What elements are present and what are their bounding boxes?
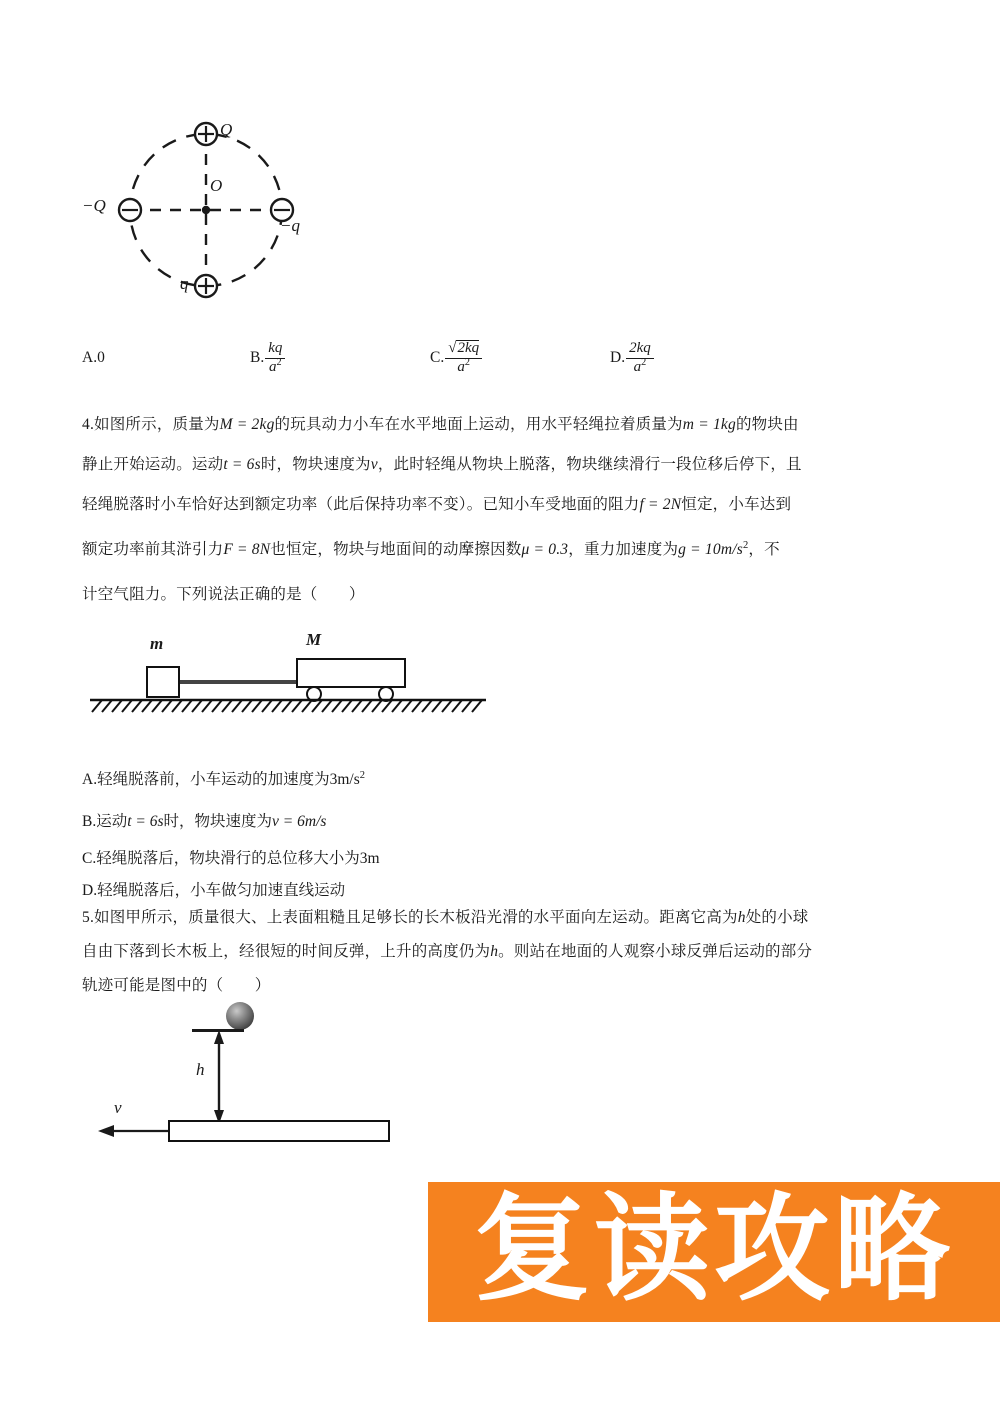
option-b-denominator: a [269, 358, 277, 375]
velocity-label-v: v [114, 1098, 122, 1117]
q5-l1-pre: 5.如图甲所示，质量很大、上表面粗糙且足够长的长木板沿光滑的水平面向左运动。距离它高为 [82, 909, 738, 926]
q4-l1-mass-M: M = 2kg [219, 416, 275, 433]
q5-l2-post: 。则站在地面的人观察小球反弹后运动的部分 [498, 943, 813, 960]
charge-label-top: Q [220, 120, 233, 139]
q4-l3-pre: 轻绳脱落时小车恰好达到额定功率（此后保持功率不变）。已知小车受地面的阻力 [82, 496, 640, 513]
option-a-q3[interactable] [82, 336, 105, 380]
q4-opt-a-exp: 2 [359, 769, 365, 781]
option-c-fraction [445, 340, 482, 376]
figure-charge-circle [84, 104, 344, 314]
question4-option-b[interactable] [82, 805, 326, 839]
q4-l3-post: 恒定，小车达到 [681, 496, 792, 513]
q4-l4-mid2: ，重力加速度为 [568, 541, 679, 558]
q4-opt-a-pre: A.轻绳脱落前，小车运动的加速度为 [82, 771, 330, 788]
q5-l1-post: 处的小球 [745, 909, 809, 926]
question3-options-row [82, 336, 722, 380]
cart-figure-cart-label: M [306, 630, 322, 649]
q4-opt-b-mid: 时，物块速度为 [163, 813, 273, 830]
figure-cart-block [88, 630, 488, 728]
q4-l4-mu: μ = 0.3 [521, 541, 569, 558]
q5-l2-height: h [490, 943, 499, 960]
q4-l4-post: ，不 [748, 541, 780, 558]
q4-l1-pre: 4.如图所示，质量为 [82, 416, 220, 433]
q4-opt-a-value: 3m/s [329, 771, 360, 788]
option-c-denominator: a [457, 359, 465, 375]
q4-l3-friction: f = 2N [639, 496, 682, 513]
charge-circle-svg [84, 104, 344, 314]
q4-l2-mid: 时，物块速度为 [260, 456, 371, 473]
option-c-denominator-exp: 2 [464, 357, 470, 368]
q4-l1-mid: 的玩具动力小车在水平地面上运动，用水平轻绳拉着质量为 [274, 416, 683, 433]
q4-l2-pre: 静止开始运动。运动 [82, 456, 224, 473]
option-b-denominator-exp: 2 [276, 356, 282, 368]
question4-line-4 [82, 530, 928, 570]
charge-label-right: −q [280, 216, 300, 235]
sqrt-icon: √ [448, 340, 457, 357]
charge-label-center: O [210, 176, 223, 195]
charge-label-bottom: q [180, 274, 189, 293]
figure-ball-board [84, 998, 414, 1150]
question4-option-a[interactable] [82, 763, 365, 797]
q4-l2-time: t = 6s [223, 456, 261, 473]
option-d-q3[interactable] [610, 336, 654, 380]
q4-l4-pre: 额定功率前其浒引力 [82, 541, 224, 558]
option-b-numerator: kq [268, 339, 283, 356]
long-board [168, 1120, 390, 1142]
option-d-denominator-exp: 2 [641, 356, 647, 368]
q4-l2-post: ，此时轻绳从物块上脱落，物块继续滑行一段位移后停下，且 [377, 456, 802, 473]
question4-option-d[interactable]: D.轻绳脱落后，小车做匀加速直线运动 [82, 882, 346, 899]
option-d-label: D. [610, 349, 626, 366]
charge-label-left: −Q [82, 196, 106, 215]
option-b-label: B. [250, 349, 265, 366]
q4-l4-gravity: g = 10m/s [678, 541, 743, 558]
q4-l4-gravity-exp: 2 [742, 539, 749, 551]
option-d-denominator: a [633, 358, 642, 375]
height-label-h: h [196, 1060, 205, 1079]
question4-line-5: 计空气阻力。下列说法正确的是（ ） [82, 586, 365, 603]
option-b-fraction [265, 341, 285, 376]
promo-banner-text: 复读攻略 [474, 1182, 954, 1317]
option-d-fraction [626, 341, 654, 376]
question4-line-3 [82, 485, 928, 525]
question4-line-2 [82, 445, 928, 485]
option-a-value: 0 [97, 349, 105, 366]
q4-l4-mid: 也恒定，物块与地面间的动摩擦因数 [270, 541, 522, 558]
connecting-rope [180, 680, 298, 684]
q4-l2-velocity: v [370, 456, 378, 473]
option-d-numerator: 2kq [629, 339, 651, 356]
question4-line-1 [82, 405, 928, 445]
q4-opt-b-time: t = 6s [127, 813, 164, 830]
option-b-q3[interactable] [250, 336, 285, 380]
ground-hatching [88, 694, 488, 720]
q4-l4-force: F = 8N [223, 541, 271, 558]
cart-figure-block-label: m [150, 634, 164, 653]
promo-banner [428, 1182, 1000, 1322]
q5-l1-height: h [737, 909, 746, 926]
q5-l2-pre: 自由下落到长木板上，经很短的时间反弹，上升的高度仍为 [82, 943, 491, 960]
option-c-numerator: 2kq [457, 340, 480, 357]
cart-body-M [296, 658, 406, 688]
option-c-label: C. [430, 349, 445, 366]
q4-l1-mass-m: m = 1kg [682, 416, 736, 433]
q4-opt-b-velocity: v = 6m/s [272, 813, 327, 830]
question5-line-3: 轨迹可能是图中的（ ） [82, 977, 271, 994]
option-a-label: A. [82, 349, 98, 366]
option-c-q3[interactable] [430, 336, 482, 380]
q4-l1-post: 的物块由 [735, 416, 799, 433]
q4-opt-b-pre: B.运动 [82, 813, 128, 830]
question4-option-c[interactable]: C.轻绳脱落后，物块滑行的总位移大小为3m [82, 850, 380, 867]
